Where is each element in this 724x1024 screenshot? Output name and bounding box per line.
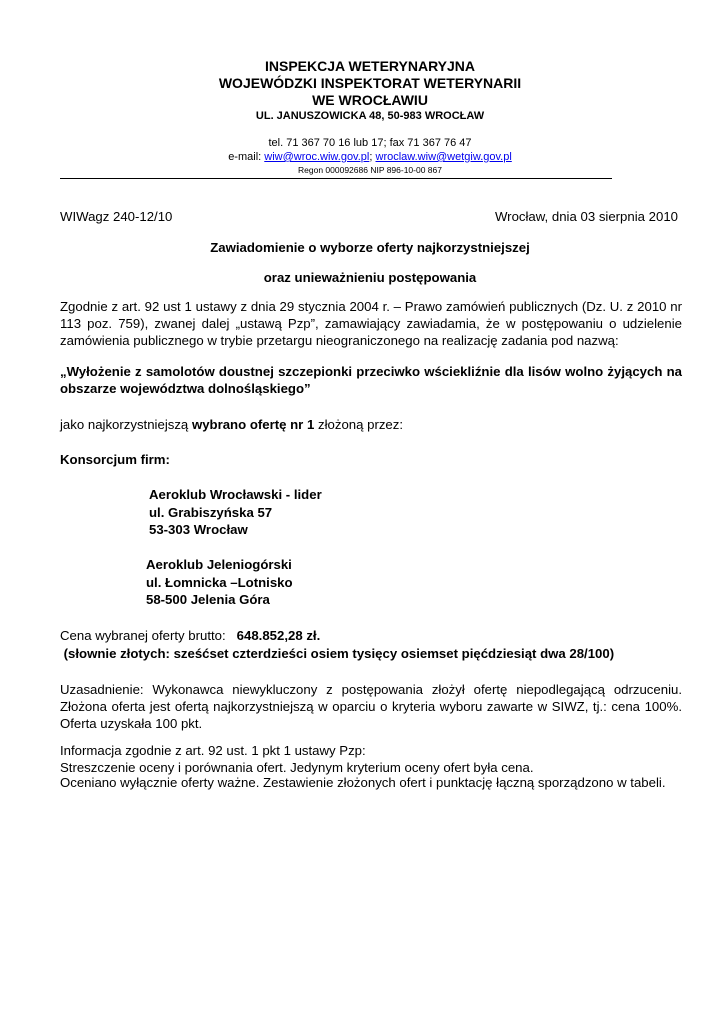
email-link-primary[interactable]: wiw@wroc.wiw.gov.pl <box>264 151 370 163</box>
email-separator: ; <box>369 151 373 163</box>
header-inspectorate: WOJEWÓDZKI INSPEKTORAT WETERYNARII <box>218 75 522 91</box>
header-regon-nip: Regon 000092686 NIP 896-10-00 867 <box>298 165 442 175</box>
header-city: WE WROCŁAWIU <box>312 92 428 108</box>
chosen-offer-suffix: złożoną przez: <box>314 417 404 432</box>
consortium-firm-1 <box>149 486 322 539</box>
consortium-firm-2 <box>146 556 293 609</box>
consortium-label: Konsorcjum firm: <box>60 452 170 467</box>
price-value: 648.852,28 zł. <box>236 628 321 643</box>
place-and-date: Wrocław, dnia 03 sierpnia 2010 <box>494 209 678 224</box>
header-email-line <box>60 151 680 164</box>
document-reference: WIWagz 240-12/10 <box>60 209 173 224</box>
justification-paragraph: Uzasadnienie: Wykonawca niewykluczony z postępowania złożył ofertę niepodlegającą odrzuceniu. Złożona oferta jest ofertą najkorzystniejszą w oparciu o kryteria wyboru zawarte w SIWZ, tj.: cena 100%. Oferta uzyskała 100 pkt. <box>60 682 682 731</box>
document-title: Zawiadomienie o wyborze oferty najkorzystniejszej <box>210 240 530 255</box>
firm-1-name: Aeroklub Wrocławski - lider <box>149 487 322 502</box>
task-name: „Wyłożenie z samolotów doustnej szczepionki przeciwko wściekliźnie dla lisów wolno żyjących na obszarze województwa dolnośląskiego” <box>60 364 682 396</box>
header-phone: tel. 71 367 70 16 lub 17; fax 71 367 76 47 <box>268 137 472 149</box>
firm-1-street: ul. Grabiszyńska 57 <box>149 504 273 520</box>
firm-2-name: Aeroklub Jeleniogórski <box>146 557 292 572</box>
header-address: UL. JANUSZOWICKA 48, 50-983 WROCŁAW <box>255 110 485 122</box>
header-divider <box>60 178 612 179</box>
price-in-words: (słownie złotych: sześćset czterdzieści osiem tysięcy osiemset pięćdziesiąt dwa 28/100) <box>60 646 615 661</box>
header-institution: INSPEKCJA WETERYNARYJNA <box>264 58 476 74</box>
chosen-offer-prefix: jako najkorzystniejszą <box>60 417 192 432</box>
info-heading: Informacja zgodnie z art. 92 ust. 1 pkt 1 ustawy Pzp: <box>60 743 366 758</box>
document-subtitle: oraz unieważnieniu postępowania <box>263 270 477 285</box>
firm-2-city: 58-500 Jelenia Góra <box>146 592 270 607</box>
price-label: Cena wybranej oferty brutto: <box>60 628 237 643</box>
price-line <box>60 627 320 644</box>
intro-paragraph: Zgodnie z art. 92 ust 1 ustawy z dnia 29 stycznia 2004 r. – Prawo zamówień publicznych (Dz. U. z 2010 nr 113 poz. 759), zwanej dalej „ustawą Pzp”, zamawiający zawiadamia, że w postępowaniu o udzielenie zamówienia publicznego w trybie przetargu nieograniczonego na realizację zadania pod nazwą: <box>60 299 682 348</box>
chosen-offer-line <box>60 416 403 433</box>
email-label: e-mail: <box>228 151 262 163</box>
email-link-secondary[interactable]: wroclaw.wiw@wetgiw.gov.pl <box>375 151 512 163</box>
info-summary: Streszczenie oceny i porównania ofert. Jedynym kryterium oceny ofert była cena. <box>60 760 534 775</box>
firm-1-city: 53-303 Wrocław <box>149 522 248 537</box>
info-evaluation: Oceniano wyłącznie oferty ważne. Zestawienie złożonych ofert i punktację łączną sporządzono w tabeli. <box>60 775 666 790</box>
firm-2-street: ul. Łomnicka –Lotnisko <box>146 574 293 590</box>
chosen-offer-number: wybrano ofertę nr 1 <box>191 417 315 432</box>
